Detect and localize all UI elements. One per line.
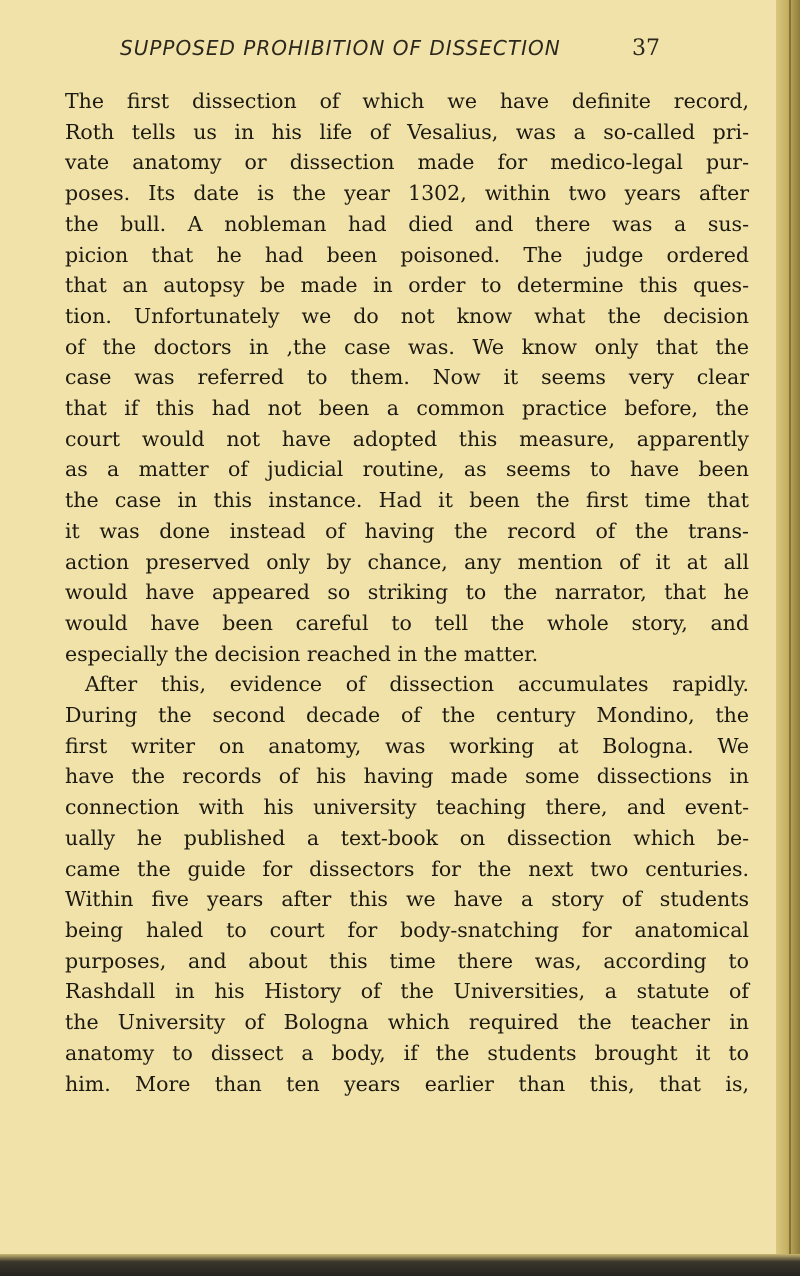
text-line: After this, evidence of dissection accumulates rapidly. [85, 672, 749, 697]
text-line: Rashdall in his History of the Universities, a statute of [65, 979, 749, 1004]
text-line: came the guide for dissectors for the next two centuries. [65, 856, 749, 881]
text-line: him. More than ten years earlier than this, that is, [65, 1071, 749, 1096]
text-line: action preserved only by chance, any mention of it at all [65, 549, 749, 574]
text-line: connection with his university teaching there, and event- [65, 795, 749, 820]
text-line: the bull. A nobleman had died and there was a sus- [65, 211, 749, 236]
scan-bottom-edge [0, 1254, 800, 1276]
text-line: the University of Bologna which required the teacher in [65, 1010, 749, 1035]
running-head [120, 36, 660, 66]
text-line: During the second decade of the century Mondino, the [65, 703, 749, 728]
text-line: vate anatomy or dissection made for medico-legal pur- [65, 150, 749, 175]
text-line: case was referred to them. Now it seems very clear [65, 365, 749, 390]
page-edge-line [789, 0, 791, 1276]
text-line: especially the decision reached in the matter. [65, 641, 539, 666]
text-line: that an autopsy be made in order to determine this ques- [65, 273, 749, 298]
page-number: 37 [632, 36, 660, 61]
text-line: picion that he had been poisoned. The judge ordered [65, 242, 749, 267]
text-line: first writer on anatomy, was working at Bologna. We [65, 733, 749, 758]
text-line: court would not have adopted this measure, apparently [65, 426, 749, 451]
text-line: The first dissection of which we have definite record, [65, 89, 749, 113]
text-line: would have appeared so striking to the narrator, that he [65, 580, 749, 605]
page-edge-shadow [776, 0, 800, 1276]
text-line: being haled to court for body-snatching for anatomical [65, 917, 749, 942]
text-line: Roth tells us in his life of Vesalius, was a so-called pri- [65, 119, 749, 144]
text-line: anatomy to dissect a body, if the students brought it to [65, 1040, 749, 1065]
text-line: Within five years after this we have a story of students [65, 887, 749, 912]
text-line: of the doctors in ,the case was. We know only that the [65, 334, 749, 359]
running-title: SUPPOSED PROHIBITION OF DISSECTION [120, 36, 561, 60]
text-line: it was done instead of having the record of the trans- [65, 518, 749, 543]
text-line: tion. Unfortunately we do not know what the decision [65, 303, 749, 328]
text-line: ually he published a text-book on dissection which be- [65, 825, 749, 850]
text-line: would have been careful to tell the whole story, and [65, 610, 749, 635]
text-line: have the records of his having made some dissections in [65, 764, 749, 789]
text-line: the case in this instance. Had it been the first time that [65, 488, 749, 513]
text-line: as a matter of judicial routine, as seems to have been [65, 457, 749, 482]
body-text [65, 86, 749, 1099]
text-line: that if this had not been a common practice before, the [65, 396, 749, 421]
text-line: purposes, and about this time there was, according to [65, 948, 749, 973]
text-line: poses. Its date is the year 1302, within two years after [65, 181, 749, 206]
